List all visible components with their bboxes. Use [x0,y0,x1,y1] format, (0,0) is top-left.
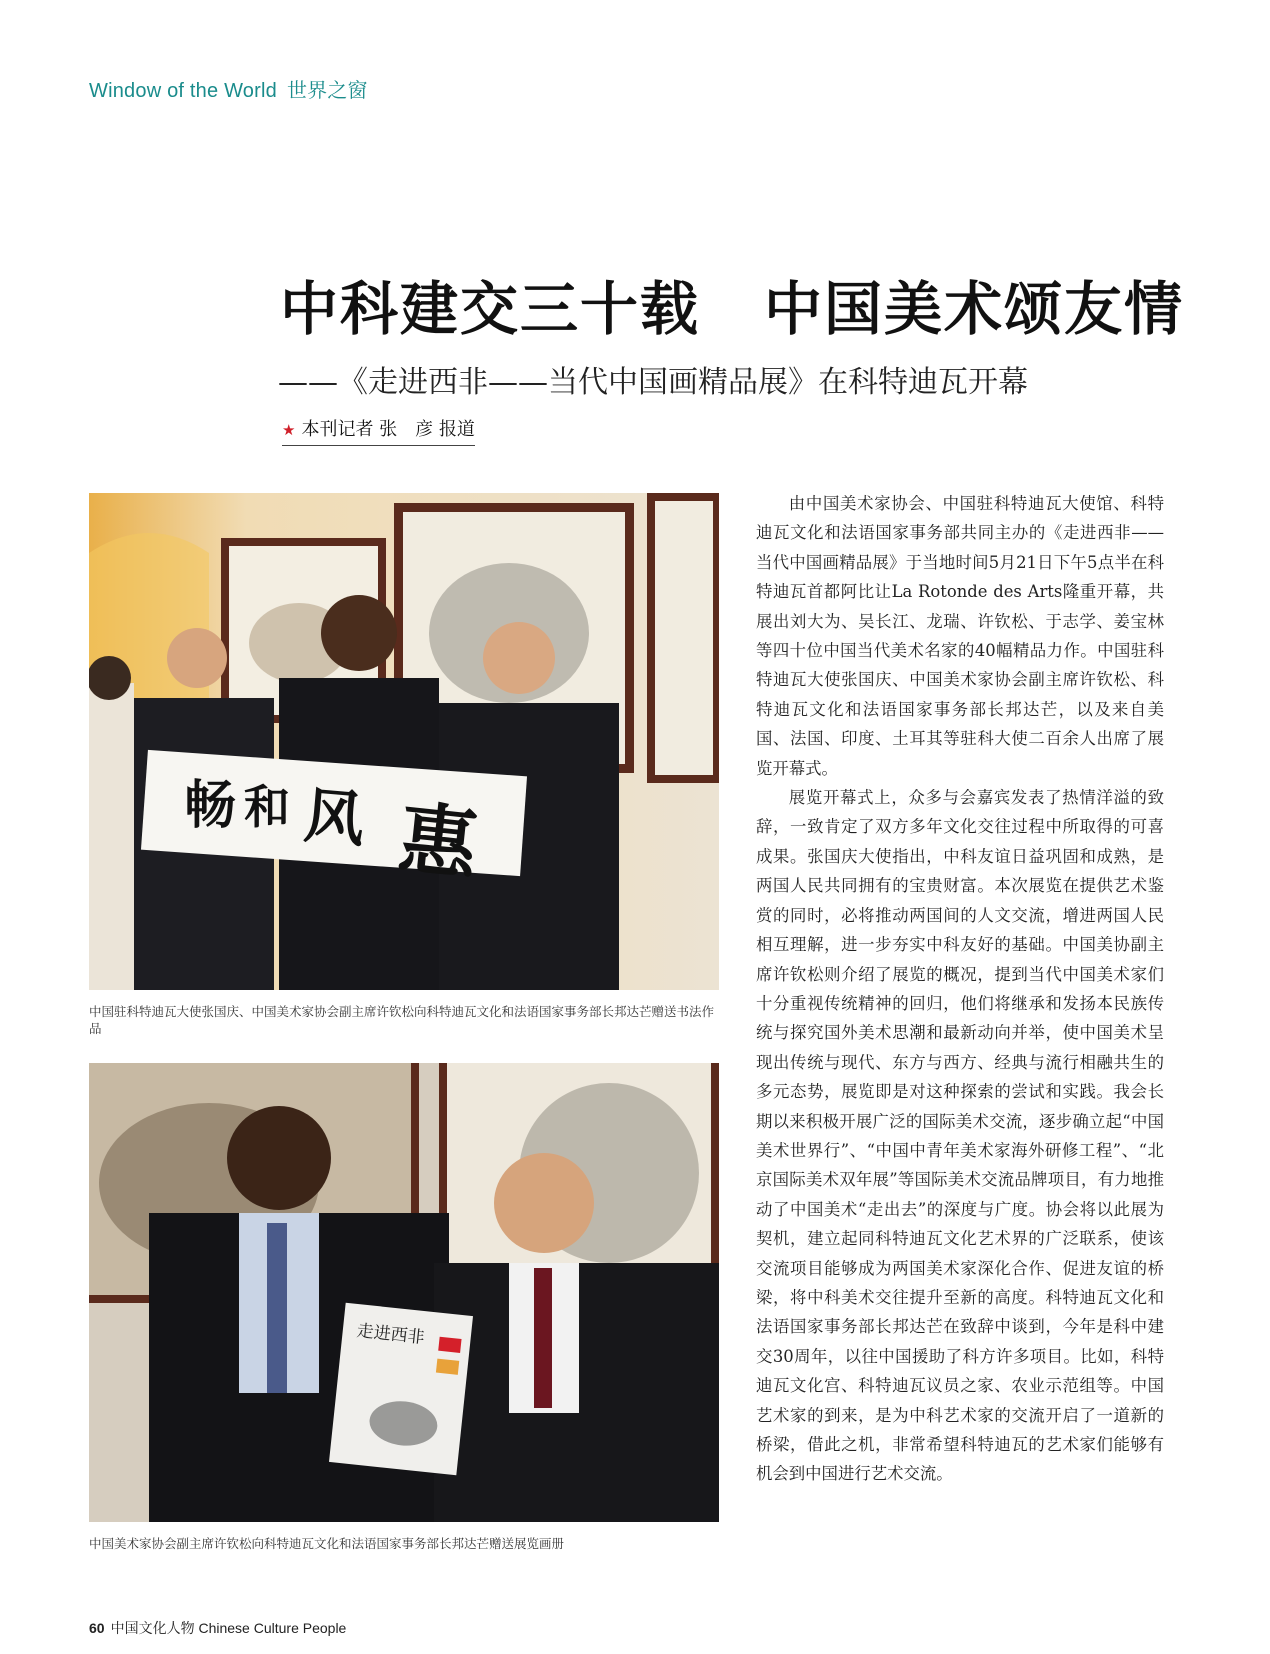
calligraphy-char-4: 畅 [184,775,237,836]
section-header [89,74,368,103]
article-subtitle: ——《走进西非——当代中国画精品展》在科特迪瓦开幕 [278,365,1028,400]
calligraphy-char-1: 惠 [394,793,482,892]
photo-caption-1: 中国驻科特迪瓦大使张国庆、中国美术家协会副主席许钦松向科特迪瓦文化和法语国家事务部长邦达芒赠送书法作品 [89,1004,715,1036]
star-icon: ★ [282,421,296,439]
byline-text: 本刊记者 张 彦 报道 [301,419,475,440]
calligraphy-char-2: 风 [301,780,368,856]
body-paragraph-1: 由中国美术家协会、中国驻科特迪瓦大使馆、科特迪瓦文化和法语国家事务部共同主办的《走进西非——当代中国画精品展》于当地时间5月21日下午5点半在科特迪瓦首都阿比让La Rotonde des Arts隆重开幕，共展出刘大为、吴长江、龙瑞、许钦松、于志学、姜宝林等四十位中国当代美术名家的40幅精品力作。中国驻科特迪瓦大使张国庆、中国美术家协会副主席许钦松、科特迪瓦文化和法语国家事务部长邦达芒，以及来自美国、法国、印度、土耳其等驻科大使二百余人出席了展览开幕式。 [756,494,1164,778]
page-number: 60 [89,1620,105,1636]
catalogue-title: 走进西非 [355,1321,426,1349]
body-paragraph-2: 展览开幕式上，众多与会嘉宾发表了热情洋溢的致辞，一致肯定了双方多年文化交往过程中所取得的可喜成果。张国庆大使指出，中科友谊日益巩固和成熟，是两国人民共同拥有的宝贵财富。本次展览在提供艺术鉴赏的同时，必将推动两国间的人文交流，增进两国人民相互理解，进一步夯实中科友好的基础。中国美协副主席许钦松则介绍了展览的概况，提到当代中国美术家们十分重视传统精神的回归，他们将继承和发扬本民族传统与探究国外美术思潮和最新动向并举，使中国美术呈现出传统与现代、东方与西方、经典与流行相融共生的多元态势，展览即是对这种探索的尝试和实践。我会长期以来积极开展广泛的国际美术交流，逐步确立起“中国美术世界行”、“中国中青年美术家海外研修工程”、“北京国际美术双年展”等国际美术交流品牌项目，有力地推动了中国美术“走出去”的深度与广度。协会将以此展为契机，建立起同科特迪瓦文化艺术界的广泛联系，使该交流项目能够成为两国美术家深化合作、促进友谊的桥梁，将中科美术交往提升至新的高度。科特迪瓦文化和法语国家事务部长邦达芒在致辞中谈到，今年是科中建交30周年，以往中国援助了科方许多项目。比如，科特迪瓦文化宫、科特迪瓦议员之家、农业示范组等。中国艺术家的到来，是为中科艺术家的交流开启了一道新的桥梁，借此之机，非常希望科特迪瓦的艺术家们能够有机会到中国进行艺术交流。 [756,788,1164,1484]
photo-catalogue-presentation [89,1063,719,1522]
article-title-part1: 中科建交三十载 [280,275,701,343]
article-body [756,489,1164,1489]
magazine-name: 中国文化人物 Chinese Culture People [110,1620,347,1636]
byline [282,415,475,446]
photo-caption-2: 中国美术家协会副主席许钦松向科特迪瓦文化和法语国家事务部长邦达芒赠送展览画册 [89,1536,565,1551]
section-title-en: Window of the World [89,80,277,102]
section-title-zh: 世界之窗 [286,80,368,102]
calligraphy-char-3: 和 [244,780,290,834]
article-title-part2: 中国美术颂友情 [764,275,1185,343]
article-title [280,262,1184,346]
page-footer [89,1618,346,1638]
photo-calligraphy-presentation [89,493,719,990]
